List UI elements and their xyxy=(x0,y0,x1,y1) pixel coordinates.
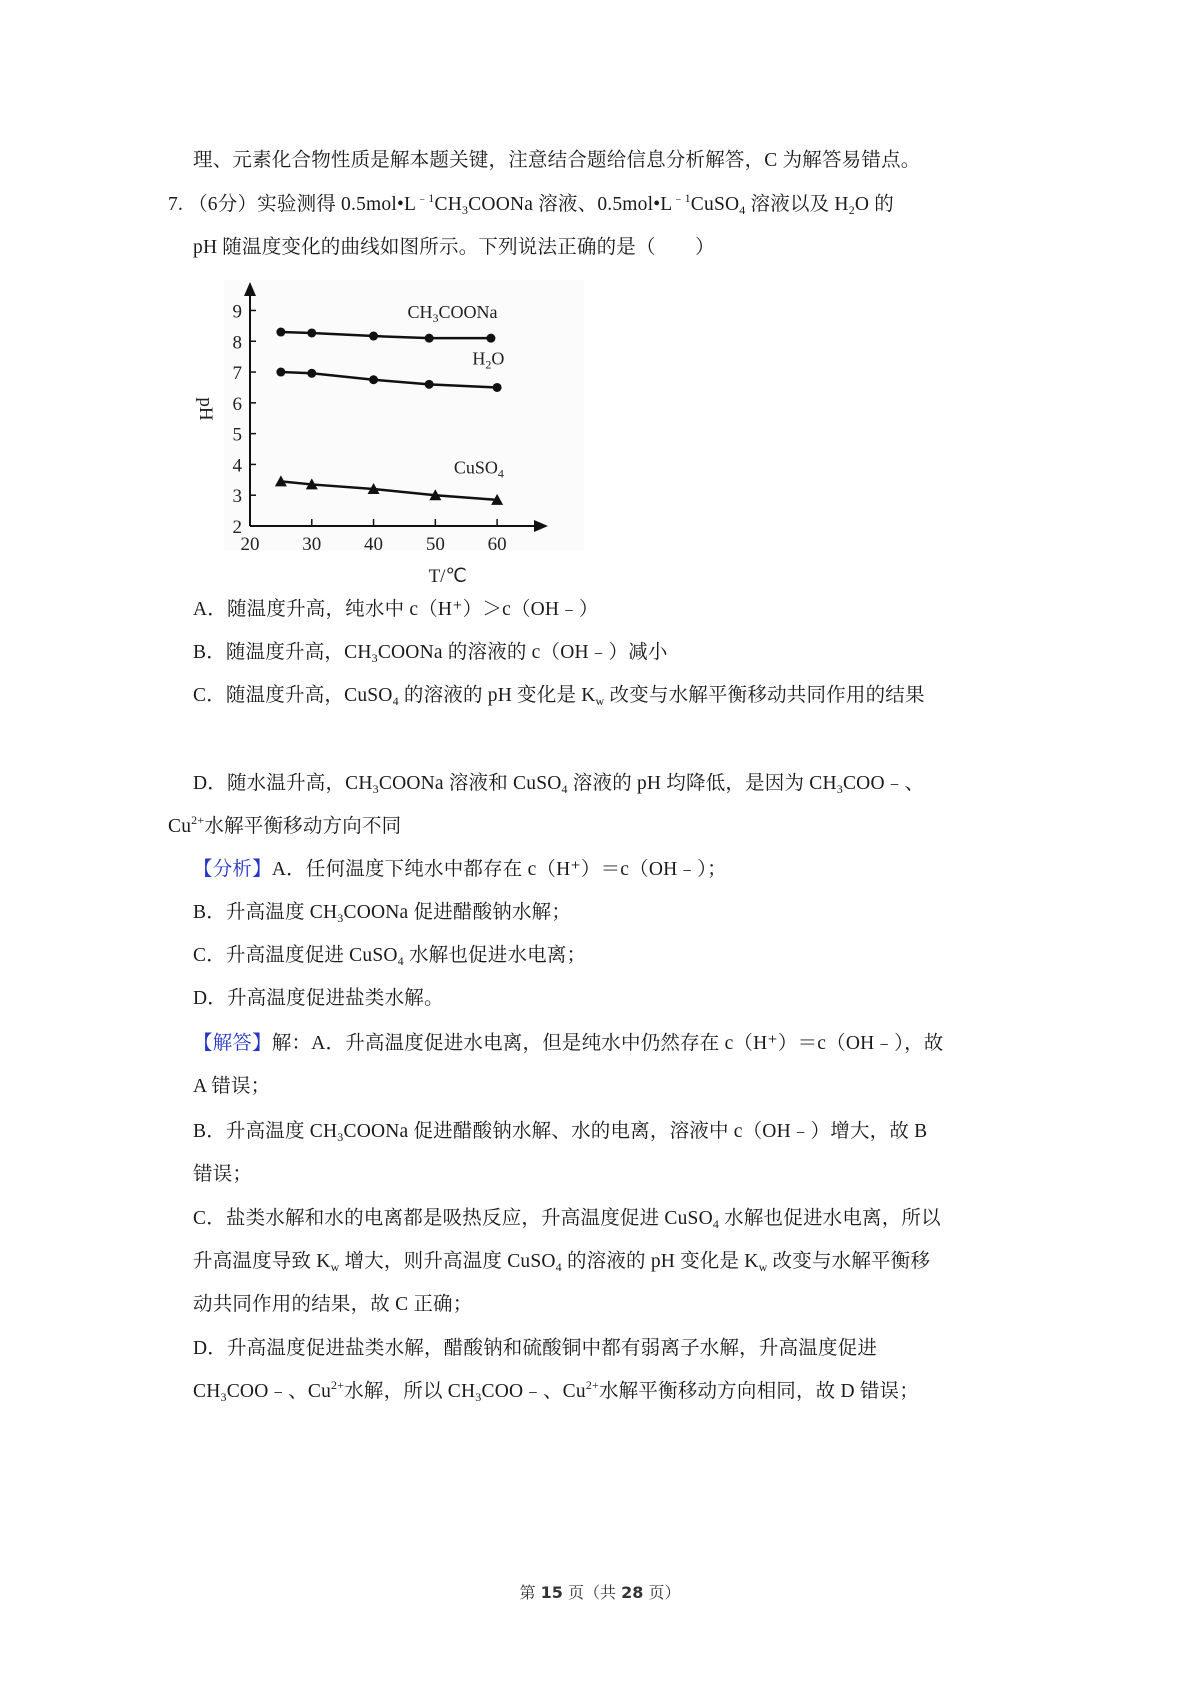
subscript: 3 xyxy=(371,651,378,665)
analysis-text: B．升高温度 CH xyxy=(193,902,338,923)
y-tick-label: 6 xyxy=(232,393,242,415)
stem-text: 溶液以及 H xyxy=(745,194,849,215)
analysis-b xyxy=(193,900,571,926)
subscript: 4 xyxy=(555,1260,562,1274)
option-text: C．随温度升高，CuSO xyxy=(193,685,393,706)
footer-text: 第 xyxy=(519,1583,541,1602)
solution-text: COO﹣、Cu xyxy=(226,1381,332,1402)
analysis-text: A．任何温度下纯水中都存在 c（H⁺）＝c（OH﹣）； xyxy=(271,859,727,880)
data-point xyxy=(276,368,285,377)
option-a: A．随温度升高，纯水中 c（H⁺）＞c（OH﹣） xyxy=(193,599,599,620)
option-text: Cu xyxy=(168,816,192,837)
solution-text: 升高温度导致 K xyxy=(193,1251,331,1272)
subscript: 4 xyxy=(392,694,399,708)
subscript: 3 xyxy=(475,1390,482,1404)
x-axis-title: T/℃ xyxy=(428,566,467,587)
analysis-text: C．升高温度促进 CuSO xyxy=(193,945,398,966)
option-text: 水解平衡移动方向不同 xyxy=(204,816,402,837)
superscript: ﹣1 xyxy=(416,191,435,205)
option-text: 的溶液的 pH 变化是 K xyxy=(398,685,596,706)
solution-text: 增大，则升高温度 CuSO xyxy=(339,1251,556,1272)
solution-text: 的溶液的 pH 变化是 K xyxy=(561,1251,759,1272)
superscript: 2+ xyxy=(331,1378,345,1392)
option-text: COO﹣、 xyxy=(842,773,925,794)
option-text: 改变与水解平衡移动共同作用的结果 xyxy=(604,685,925,706)
footer-text: 页（共 xyxy=(562,1583,622,1602)
x-tick-label: 50 xyxy=(425,534,445,555)
subscript: w xyxy=(758,1260,768,1274)
option-d-line-1 xyxy=(193,771,924,797)
analysis-text: 水解也促进水电离； xyxy=(403,945,587,966)
solution-text: 解：A．升高温度促进水电离，但是纯水中仍然存在 c（H⁺）＝c（OH﹣），故 xyxy=(271,1033,944,1054)
series-label-sub: 2 xyxy=(485,357,492,372)
data-point xyxy=(276,328,285,337)
solution-text: 水解，所以 CH xyxy=(344,1381,476,1402)
total-pages: 28 xyxy=(621,1583,644,1602)
solution-a-line-2: A 错误； xyxy=(193,1076,271,1097)
data-point xyxy=(493,383,502,392)
subscript: w xyxy=(330,1260,340,1274)
solution-text: C．盐类水解和水的电离都是吸热反应，升高温度促进 CuSO xyxy=(193,1208,713,1229)
y-tick-label: 2 xyxy=(232,517,242,538)
solution-c-line-1 xyxy=(193,1206,941,1232)
question-score: （6分） xyxy=(188,194,258,215)
series-label-main: CH xyxy=(407,302,433,323)
y-tick-label: 3 xyxy=(232,486,242,508)
solution-text: B．升高温度 CH xyxy=(193,1121,338,1142)
subscript: 3 xyxy=(220,1390,227,1404)
solution-d-line-2 xyxy=(193,1379,919,1405)
stem-text: 实验测得 0.5mol•L xyxy=(257,194,417,215)
x-tick-label: 40 xyxy=(364,534,384,555)
subscript: 4 xyxy=(739,203,746,217)
option-b xyxy=(193,640,668,666)
subscript: 4 xyxy=(397,954,404,968)
subscript: 4 xyxy=(561,782,568,796)
analysis-a xyxy=(193,857,727,883)
formula-text: CH xyxy=(434,194,463,215)
solution-tag: 【解答】 xyxy=(193,1033,272,1054)
superscript: 2+ xyxy=(191,813,205,827)
option-d-line-2 xyxy=(168,814,401,840)
analysis-tag: 【分析】 xyxy=(193,859,272,880)
option-text: 溶液的 pH 均降低，是因为 CH xyxy=(567,773,837,794)
analysis-d: D．升高温度促进盐类水解。 xyxy=(193,988,444,1009)
data-point xyxy=(425,334,434,343)
series-label-sub: 4 xyxy=(497,466,504,481)
option-text: B．随温度升高，CH xyxy=(193,642,372,663)
solution-text: COONa 促进醋酸钠水解、水的电离，溶液中 c（OH﹣）增大，故 B xyxy=(343,1121,928,1142)
chart-background xyxy=(224,280,584,550)
subscript: 3 xyxy=(337,1130,344,1144)
series-label xyxy=(454,458,504,481)
solution-text: CH xyxy=(193,1381,221,1402)
ph-temperature-chart xyxy=(190,280,610,592)
solution-c-line-2 xyxy=(193,1249,930,1275)
solution-text: 水解也促进水电离，所以 xyxy=(719,1208,941,1229)
x-tick-label: 30 xyxy=(302,534,322,555)
solution-d-line-1: D．升高温度促进盐类水解，醋酸钠和硫酸铜中都有弱离子水解，升高温度促进 xyxy=(193,1338,878,1359)
data-point xyxy=(307,328,316,337)
y-tick-label: 4 xyxy=(232,455,242,477)
y-tick-label: 5 xyxy=(232,424,242,446)
subscript: 3 xyxy=(337,911,344,925)
subscript: 2 xyxy=(848,203,855,217)
option-text: COONa 的溶液的 c（OH﹣）减小 xyxy=(377,642,668,663)
option-text: D．随水温升高，CH xyxy=(193,773,373,794)
y-tick-label: 7 xyxy=(232,363,242,385)
solution-text: 改变与水解平衡移 xyxy=(767,1251,931,1272)
stem-text: O 的 xyxy=(854,194,894,215)
y-tick-label: 8 xyxy=(232,332,242,354)
analysis-c xyxy=(193,943,586,969)
data-point xyxy=(369,332,378,341)
y-axis-title: pH xyxy=(195,397,216,421)
subscript: 3 xyxy=(836,782,843,796)
subscript: 3 xyxy=(462,203,469,217)
data-point xyxy=(307,369,316,378)
solution-text: 水解平衡移动方向相同，故 D 错误； xyxy=(598,1381,919,1402)
data-point xyxy=(369,375,378,384)
question-number: 7. xyxy=(168,194,184,215)
superscript: 2+ xyxy=(585,1378,599,1392)
subscript: w xyxy=(595,694,605,708)
option-c xyxy=(193,683,925,709)
option-text: COONa 溶液和 CuSO xyxy=(378,773,562,794)
solution-c-line-3: 动共同作用的结果，故 C 正确； xyxy=(193,1294,473,1315)
series-label-sub: 3 xyxy=(432,311,439,326)
footer-text: 页） xyxy=(643,1583,681,1602)
formula-text: COONa xyxy=(468,194,534,215)
series-label-main: CuSO xyxy=(453,457,498,478)
solution-b-line-1 xyxy=(193,1119,927,1145)
y-tick-label: 9 xyxy=(232,301,242,323)
x-tick-label: 20 xyxy=(240,534,260,555)
formula-text: CuSO xyxy=(690,194,740,215)
superscript: ﹣1 xyxy=(672,191,691,205)
solution-text: COO﹣、Cu xyxy=(481,1381,586,1402)
analysis-text: COONa 促进醋酸钠水解； xyxy=(343,902,572,923)
subscript: 4 xyxy=(712,1217,720,1231)
subscript: 3 xyxy=(372,782,379,796)
data-point xyxy=(486,334,495,343)
data-point xyxy=(425,380,434,389)
question-stem-line-1 xyxy=(168,192,894,218)
stem-text: 溶液、0.5mol•L xyxy=(533,194,673,215)
series-label-tail: O xyxy=(491,348,505,369)
solution-a-line-1 xyxy=(193,1031,943,1057)
x-tick-label: 60 xyxy=(487,534,507,555)
intro-text: 理、元素化合物性质是解本题关键，注意结合题给信息分析解答，C 为解答易错点。 xyxy=(193,150,921,171)
series-label-main: H xyxy=(472,348,486,369)
page-number: 15 xyxy=(540,1583,563,1602)
solution-b-line-2: 错误； xyxy=(193,1164,253,1185)
page-footer xyxy=(0,1580,1200,1603)
question-stem-line-2: pH 随温度变化的曲线如图所示。下列说法正确的是（ ） xyxy=(193,237,715,258)
series-label xyxy=(408,302,498,325)
series-label-tail: COONa xyxy=(438,302,498,323)
